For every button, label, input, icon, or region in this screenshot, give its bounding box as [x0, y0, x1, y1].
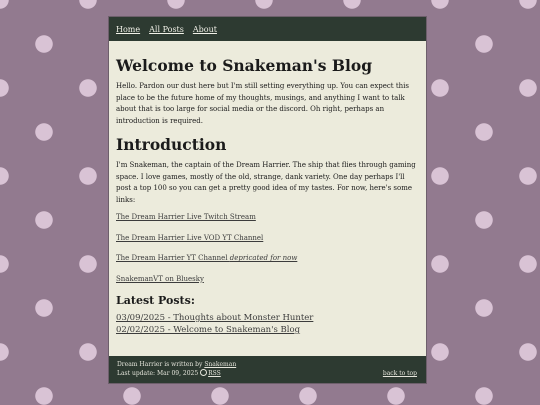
deprecated-note: depricated for now: [229, 254, 298, 262]
top-nav: [109, 17, 426, 41]
latest-posts-heading: Latest Posts:: [116, 294, 195, 307]
back-to-top-link[interactable]: back to top: [382, 370, 417, 377]
footer: [109, 356, 426, 383]
link-item: [116, 233, 419, 245]
link-item: [116, 274, 419, 286]
blog-container: [108, 16, 427, 384]
latest-posts-list: [116, 312, 419, 336]
nav-about-link[interactable]: About: [192, 24, 217, 34]
yt-channel-link[interactable]: The Dream Harrier YT Channel depricated for now: [116, 254, 298, 262]
author-link[interactable]: Snakeman: [204, 361, 237, 368]
intro-paragraph: Hello. Pardon our dust here but I'm still setting everything up. You can expect this place to be the future home of my thoughts, musings, and anything I want to talk about that is too large for social media or the discord. Oh right, perhaps an introduction is required.: [116, 82, 409, 125]
page-title: Welcome to Snakeman's Blog: [116, 56, 373, 75]
twitch-stream-link[interactable]: The Dream Harrier Live Twitch Stream: [116, 213, 256, 221]
about-paragraph: I'm Snakeman, the captain of the Dream Harrier. The ship that flies through gaming space. I love games, mostly of the old, strange, dank variety. One day perhaps I'll post a top 100 so you can get a pretty good idea of my tastes. For now, here's some links:: [116, 161, 416, 204]
post-link-monster-hunter[interactable]: 03/09/2025 - Thoughts about Monster Hunter: [116, 313, 314, 323]
footer-author-line: Dream Harrier is written by Snakeman: [117, 361, 237, 368]
nav-all-posts-link[interactable]: All Posts: [149, 24, 184, 34]
footer-update-line: Last update: Mar 09, 2025 RSS: [117, 370, 221, 377]
vod-channel-link[interactable]: The Dream Harrier Live VOD YT Channel: [116, 233, 264, 242]
rss-link[interactable]: RSS: [208, 370, 221, 377]
post-link-welcome[interactable]: 02/02/2025 - Welcome to Snakeman's Blog: [116, 325, 301, 335]
link-item: [116, 212, 419, 224]
introduction-heading: Introduction: [116, 135, 227, 154]
link-item: [116, 253, 419, 265]
bluesky-link[interactable]: SnakemanVT on Bluesky: [116, 274, 204, 283]
main-content: [109, 56, 426, 336]
nav-home-link[interactable]: Home: [116, 24, 141, 34]
rss-icon: [200, 369, 207, 376]
